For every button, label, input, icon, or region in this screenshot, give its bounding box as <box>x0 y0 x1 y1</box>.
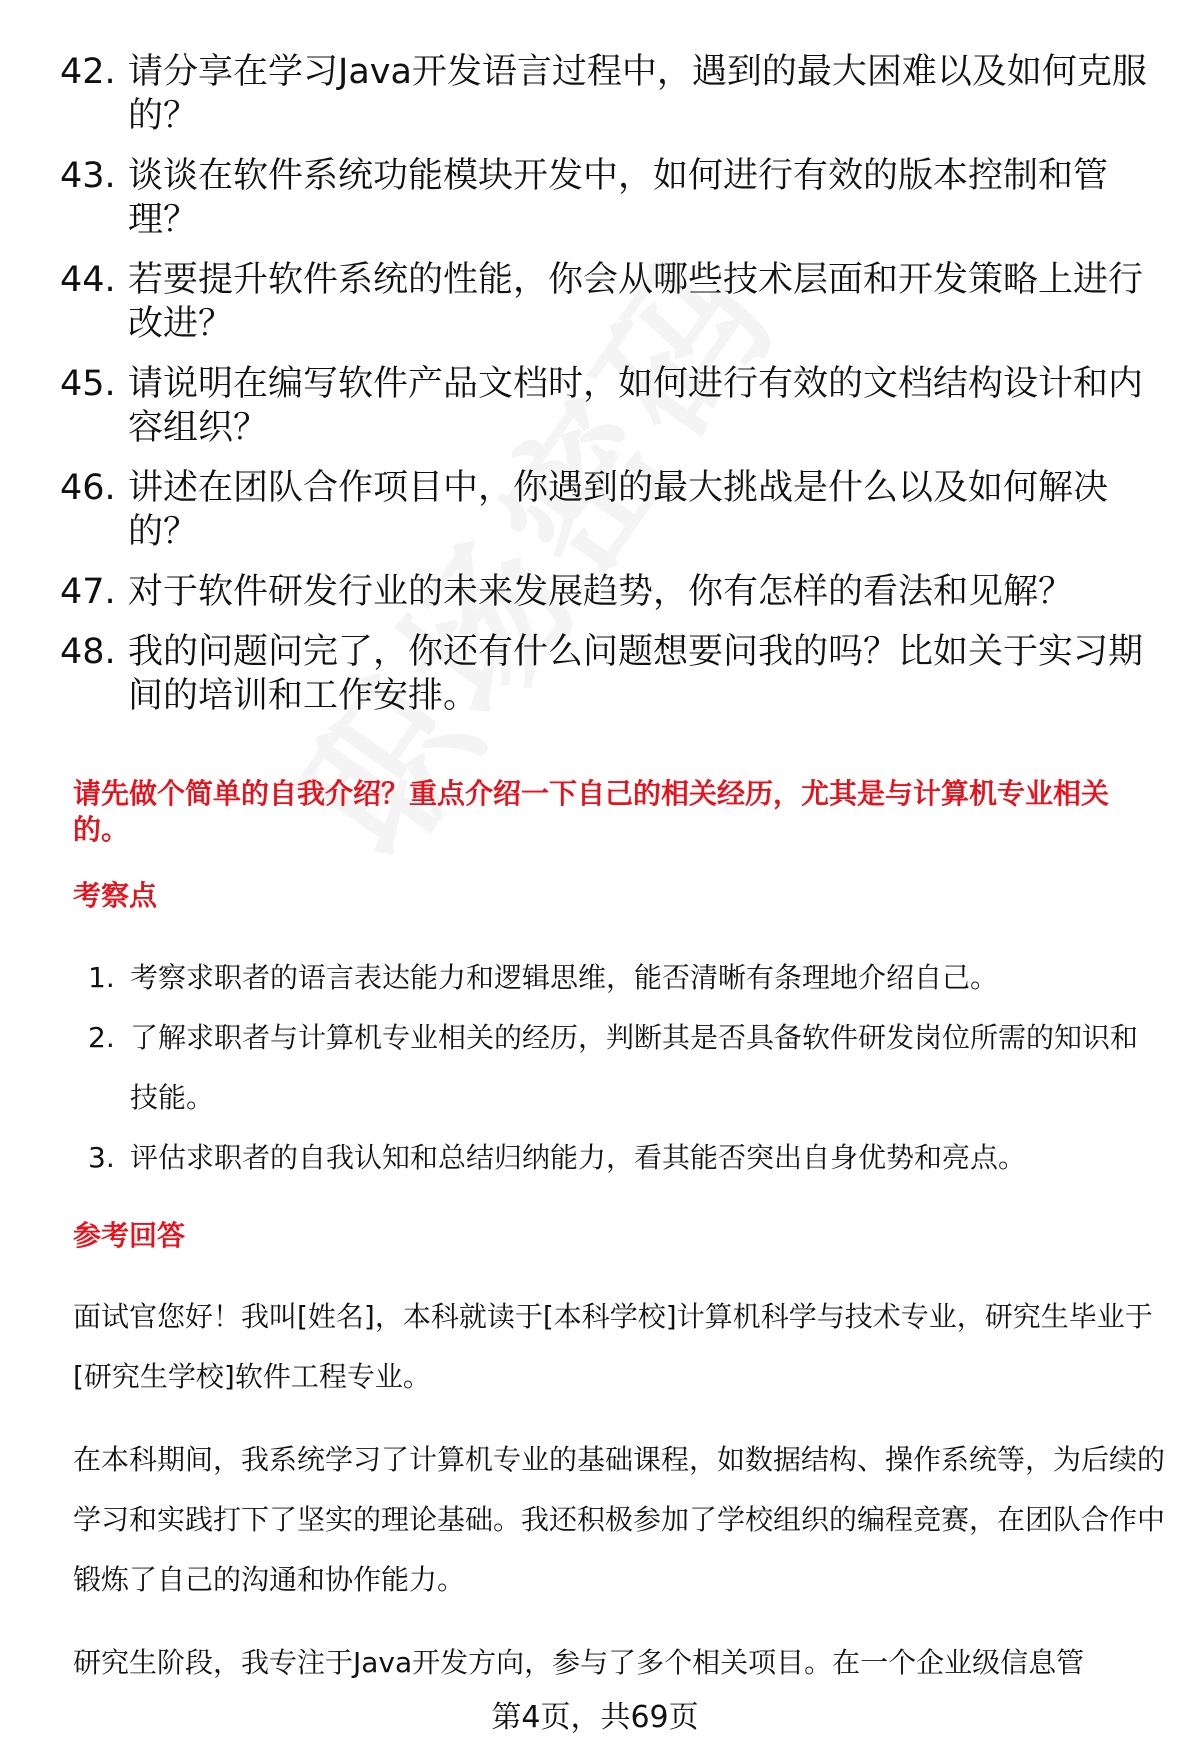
exam-point-text: 考察求职者的语言表达能力和逻辑思维，能否清晰有条理地介绍自己。 <box>130 961 999 994</box>
exam-point-item <box>88 1128 1158 1188</box>
question-item <box>60 362 1150 450</box>
question-item <box>60 466 1150 554</box>
question-number: 48. <box>60 632 116 672</box>
question-number: 42. <box>60 52 116 92</box>
reference-answer-title: 参考回答 <box>73 1219 186 1252</box>
question-number: 44. <box>60 260 116 300</box>
question-text: 对于软件研发行业的未来发展趋势，你有怎样的看法和见解？ <box>128 572 1074 612</box>
answer-paragraph: 面试官您好！我叫[姓名]，本科就读于[本科学校]计算机科学与技术专业，研究生毕业于[研究生学校]软件工程专业。 <box>73 1300 1153 1393</box>
exam-point-text: 了解求职者与计算机专业相关的经历，判断其是否具备软件研发岗位所需的知识和技能。 <box>130 1021 1139 1114</box>
exam-point-number: 3. <box>88 1141 115 1174</box>
question-text: 讲述在团队合作项目中，你遇到的最大挑战是什么以及如何解决的？ <box>128 468 1109 552</box>
highlight-question: 请先做个简单的自我介绍？重点介绍一下自己的相关经历，尤其是与计算机专业相关的。 <box>73 777 1110 846</box>
question-text: 请分享在学习Java开发语言过程中，遇到的最大困难以及如何克服的？ <box>128 52 1147 136</box>
question-number: 46. <box>60 468 116 508</box>
exam-point-number: 1. <box>88 961 115 994</box>
question-text: 我的问题问完了，你还有什么问题想要问我的吗？比如关于实习期间的培训和工作安排。 <box>128 632 1144 716</box>
question-list <box>60 50 1150 734</box>
question-text: 请说明在编写软件产品文档时，如何进行有效的文档结构设计和内容组织？ <box>128 364 1144 448</box>
question-item <box>60 630 1150 718</box>
question-item <box>60 258 1150 346</box>
question-item <box>60 50 1150 138</box>
exam-point-item <box>88 948 1158 1008</box>
answer-paragraph: 在本科期间，我系统学习了计算机专业的基础课程，如数据结构、操作系统等，为后续的学习和实践打下了坚实的理论基础。我还积极参加了学校组织的编程竞赛，在团队合作中锻炼了自己的沟通和协作能力。 <box>73 1443 1166 1596</box>
question-number: 45. <box>60 364 116 404</box>
page-footer: 第4页，共69页 <box>491 1700 699 1735</box>
question-number: 47. <box>60 572 116 612</box>
question-text: 谈谈在软件系统功能模块开发中，如何进行有效的版本控制和管理？ <box>128 156 1109 240</box>
question-text: 若要提升软件系统的性能，你会从哪些技术层面和开发策略上进行改进？ <box>128 260 1144 344</box>
exam-points-title: 考察点 <box>73 879 158 912</box>
exam-points-list <box>88 948 1158 1188</box>
exam-point-number: 2. <box>88 1021 115 1054</box>
question-item <box>60 154 1150 242</box>
exam-point-text: 评估求职者的自我认知和总结归纳能力，看其能否突出自身优势和亮点。 <box>130 1141 1027 1174</box>
exam-point-item <box>88 1008 1158 1128</box>
answer-paragraph: 研究生阶段，我专注于Java开发方向，参与了多个相关项目。在一个企业级信息管 <box>73 1646 1085 1679</box>
question-item <box>60 570 1150 614</box>
question-number: 43. <box>60 156 116 196</box>
